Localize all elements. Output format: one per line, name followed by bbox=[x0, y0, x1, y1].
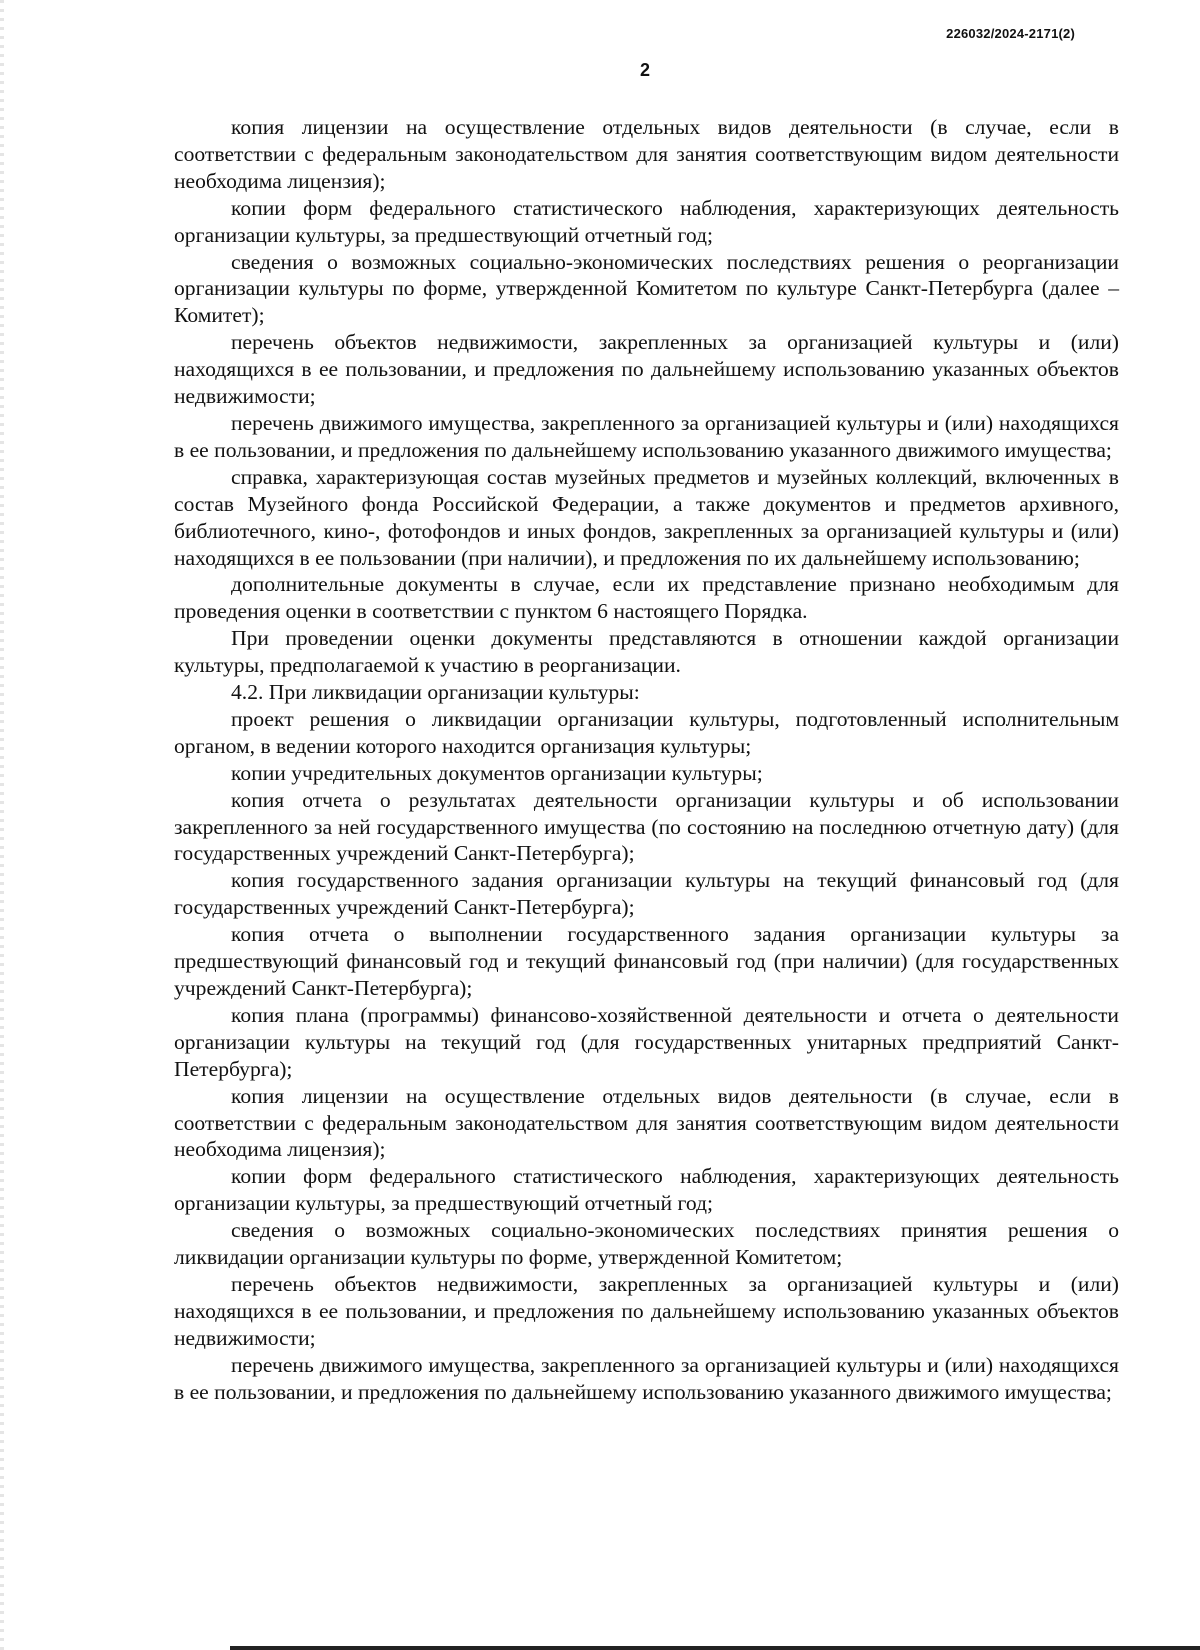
paragraph-liquidation-draft: проект решения о ликвидации организации культуры, подготовленный исполнительным органом, в ведении которого находится организация культуры; bbox=[174, 706, 1119, 758]
paragraph-real-estate-list: перечень объектов недвижимости, закрепленных за организацией культуры и (или) находящихся в ее пользовании, и предложения по дальнейшему использованию указанных объектов недвижимости; bbox=[174, 330, 1119, 409]
scan-left-edge bbox=[0, 0, 4, 1650]
paragraph-founding-documents: копии учредительных документов организации культуры; bbox=[231, 760, 763, 785]
paragraph-statistics-forms: копии форм федерального статистического наблюдения, характеризующих деятельность организации культуры, за предшествующий отчетный год; bbox=[174, 195, 1119, 247]
paragraph-museum-collections: справка, характеризующая состав музейных предметов и музейных коллекций, включенных в состав Музейного фонда Российской Федерации, а также документов и предметов архивного, библиотечного, кино-, фотофондов и иных фондов, закрепленных за организацией культуры и (или) находящихся в ее пользовании (при наличии), и предложения по их дальнейшему использованию; bbox=[174, 464, 1119, 570]
paragraph-movable-property-list: перечень движимого имущества, закрепленного за организацией культуры и (или) находящихся в ее пользовании, и предложения по дальнейшему использованию указанного движимого имущества; bbox=[174, 410, 1119, 462]
paragraph-liquidation-consequences: сведения о возможных социально-экономических последствиях принятия решения о ликвидации организации культуры по форме, утвержденной Комитетом; bbox=[174, 1218, 1119, 1270]
paragraph-state-assignment: копия государственного задания организации культуры на текущий финансовый год (для государственных учреждений Санкт-Петербурга); bbox=[174, 868, 1119, 920]
paragraph-reorganization-consequences: сведения о возможных социально-экономических последствиях решения о реорганизации организации культуры по форме, утвержденной Комитетом по культуре Санкт-Петербурга (далее – Комитет); bbox=[174, 249, 1119, 328]
paragraph-assessment-note: При проведении оценки документы представляются в отношении каждой организации культуры, предполагаемой к участию в реорганизации. bbox=[174, 626, 1119, 678]
section-heading-liquidation: 4.2. При ликвидации организации культуры: bbox=[231, 680, 640, 705]
document-body bbox=[174, 114, 1119, 1406]
paragraph-movable-property-list-2: перечень движимого имущества, закрепленного за организацией культуры и (или) находящихся в ее пользовании, и предложения по дальнейшему использованию указанного движимого имущества; bbox=[174, 1352, 1119, 1404]
paragraph-state-assignment-report: копия отчета о выполнении государственного задания организации культуры за предшествующий финансовый год и текущий финансовый год (при наличии) (для государственных учреждений Санкт-Петербурга); bbox=[174, 922, 1119, 1000]
paragraph-statistics-forms-2: копии форм федерального статистического наблюдения, характеризующих деятельность организации культуры, за предшествующий отчетный год; bbox=[174, 1164, 1119, 1216]
scan-bottom-edge bbox=[230, 1646, 1200, 1650]
paragraph-additional-documents: дополнительные документы в случае, если их представление признано необходимым для проведения оценки в соответствии с пунктом 6 настоящего Порядка. bbox=[174, 572, 1119, 624]
paragraph-real-estate-list-2: перечень объектов недвижимости, закрепленных за организацией культуры и (или) находящихся в ее пользовании, и предложения по дальнейшему использованию указанных объектов недвижимости; bbox=[174, 1271, 1119, 1350]
paragraph-activity-report: копия отчета о результатах деятельности организации культуры и об использовании закрепленного за ней государственного имущества (по состоянию на последнюю отчетную дату) (для государственных учреждений Санкт-Петербурга); bbox=[174, 787, 1119, 866]
paragraph-license-copy: копия лицензии на осуществление отдельных видов деятельности (в случае, если в соответствии с федеральным законодательством для занятия соответствующим видом деятельности необходима лицензия); bbox=[174, 115, 1119, 193]
page-number: 2 bbox=[639, 60, 650, 80]
paragraph-license-copy-2: копия лицензии на осуществление отдельных видов деятельности (в случае, если в соответствии с федеральным законодательством для занятия соответствующим видом деятельности необходима лицензия); bbox=[174, 1083, 1119, 1162]
document-registration-number: 226032/2024-2171(2) bbox=[946, 26, 1075, 41]
paragraph-financial-plan: копия плана (программы) финансово-хозяйственной деятельности и отчета о деятельности организации культуры на текущий год (для государственных унитарных предприятий Санкт-Петербурга); bbox=[174, 1002, 1119, 1081]
